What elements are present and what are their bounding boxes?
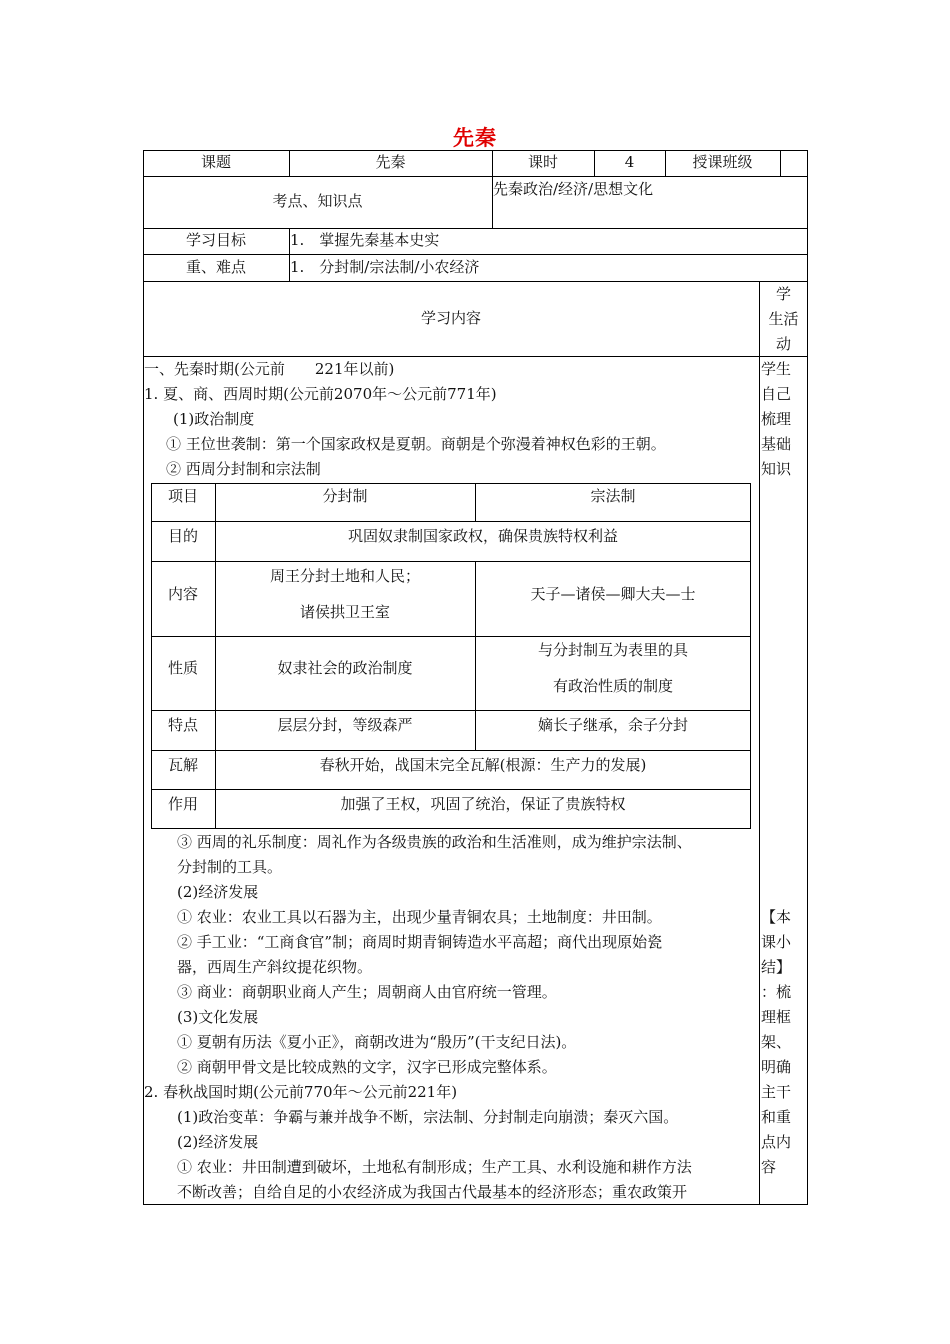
collapse-value: 春秋开始，战国末完全瓦解(根源：生产力的发展) [319, 755, 647, 774]
nature-fengjian: 奴隶社会的政治制度 [277, 659, 413, 677]
activity-label: 学 生活 动 [768, 285, 799, 353]
xia-heading: 1. 夏、商、西周时期(公元前2070年～公元前771年) [144, 385, 497, 403]
nature-zongfa: 与分封制互为表里的具 有政治性质的制度 [537, 641, 688, 695]
page-title: 先秦 [453, 126, 497, 150]
content-zongfa: 天子—诸侯—卿大夫—士 [530, 584, 696, 603]
divider [780, 150, 781, 176]
point-1: ① 王位世袭制：第一个国家政权是夏朝。商朝是个弥漫着神权色彩的王朝。 [166, 435, 666, 453]
knowledge-value: 先秦政治/经济/思想文化 [493, 180, 654, 198]
table-header-fengjian: 分封制 [322, 487, 368, 505]
period-heading: 一、先秦时期(公元前 221年以前) [144, 360, 395, 378]
effect-label: 作用 [167, 794, 198, 813]
commerce-line: ③ 商业：商朝职业商人产生；周朝商人由官府统一管理。 [177, 983, 557, 1001]
divider [143, 281, 808, 282]
effect-value: 加强了王权，巩固了统治，保证了贵族特权 [340, 794, 626, 813]
rites-line-2: 分封制的工具。 [177, 858, 283, 876]
spring-agri-line-1: ① 农业：井田制遭到破坏，土地私有制形成；生产工具、水利设施和耕作方法 [177, 1158, 692, 1176]
student-activity-note: 学生 自己 梳理 基础 知识 [761, 360, 792, 478]
content-fengjian: 周王分封土地和人民； 诸侯拱卫王室 [269, 566, 420, 621]
feature-label: 特点 [167, 716, 198, 734]
topic-label: 课题 [200, 153, 231, 171]
lesson-summary-note: 【本 课小 结】 ：梳 理框 架、 明确 主干 和重 点内 容 [761, 908, 792, 1176]
culture-line-2: ② 商朝甲骨文是比较成熟的文字，汉字已形成完整体系。 [177, 1058, 557, 1076]
content-label: 学习内容 [420, 309, 481, 327]
agriculture-line: ① 农业：农业工具以石器为主，出现少量青铜农具；土地制度：井田制。 [177, 908, 662, 926]
politics-heading: (1)政治制度 [173, 410, 255, 428]
spring-agri-line-2: 不断改善；自给自足的小农经济成为我国古代最基本的经济形态；重农政策开 [177, 1183, 688, 1201]
nature-label: 性质 [167, 659, 198, 677]
rites-line-1: ③ 西周的礼乐制度：周礼作为各级贵族的政治和生活准则，成为维护宗法制、 [177, 833, 692, 851]
knowledge-label: 考点、知识点 [272, 192, 363, 210]
purpose-label: 目的 [167, 527, 198, 545]
culture-heading: (3)文化发展 [177, 1008, 259, 1026]
spring-politics: (1)政治变革：争霸与兼并战争不断，宗法制、分封制走向崩溃；秦灭六国。 [177, 1108, 679, 1126]
divider [759, 281, 760, 1205]
feature-fengjian: 层层分封，等级森严 [277, 716, 413, 734]
feature-zongfa: 嫡长子继承，余子分封 [537, 716, 688, 734]
class-label: 授课班级 [692, 153, 753, 171]
economy-heading: (2)经济发展 [177, 883, 259, 901]
collapse-label: 瓦解 [167, 755, 198, 774]
table-header-zongfa: 宗法制 [590, 487, 636, 505]
key-value: 1. 分封制/宗法制/小农经济 [290, 258, 480, 276]
point-2: ② 西周分封制和宗法制 [166, 460, 321, 478]
craft-line-1: ② 手工业：“工商食官”制；商周时期青铜铸造水平高超；商代出现原始瓷 [177, 933, 663, 951]
divider [143, 176, 808, 177]
craft-line-2: 器，西周生产斜纹提花织物。 [177, 958, 373, 976]
culture-line-1: ① 夏朝有历法《夏小正》，商朝改进为“殷历”(干支纪日法)。 [177, 1033, 577, 1051]
goal-value: 1. 掌握先秦基本史实 [290, 231, 440, 249]
hours-label: 课时 [527, 153, 558, 171]
spring-economy-heading: (2)经济发展 [177, 1133, 259, 1151]
goal-label: 学习目标 [185, 231, 246, 249]
purpose-value: 巩固奴隶制国家政权，确保贵族特权利益 [347, 527, 618, 545]
content-row-label: 内容 [167, 584, 198, 603]
table-header-item: 项目 [167, 487, 198, 505]
hours-value: 4 [624, 153, 635, 171]
spring-heading: 2. 春秋战国时期(公元前770年～公元前221年) [144, 1083, 458, 1101]
topic-value: 先秦 [375, 153, 406, 171]
key-label: 重、难点 [185, 258, 246, 276]
